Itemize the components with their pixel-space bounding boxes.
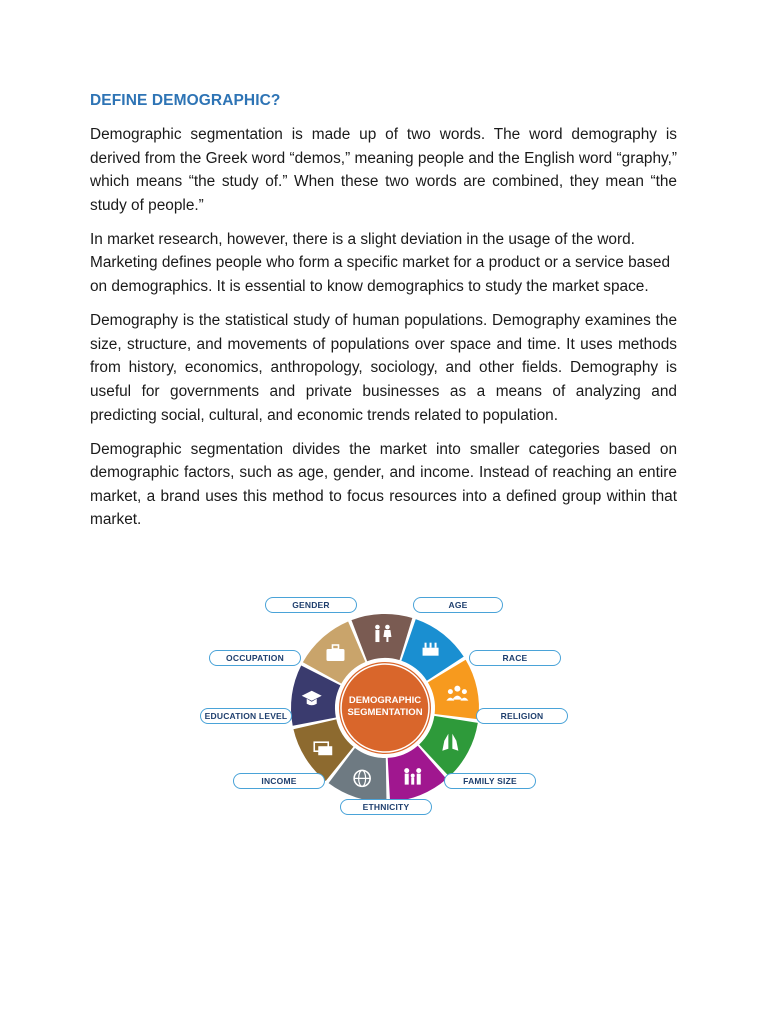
label-gender: GENDER	[265, 597, 357, 613]
segmentation-diagram	[195, 590, 575, 825]
cake-icon	[423, 643, 439, 656]
document-page	[90, 92, 677, 543]
label-ethnicity: ETHNICITY	[340, 799, 432, 815]
label-occupation: OCCUPATION	[209, 650, 301, 666]
paragraph-2: In market research, however, there is a slight deviation in the usage of the word. Marketing defines people who form a specific market for a product or a service based on demographics. It is essential to know demographics to study the market space.	[90, 230, 670, 296]
paragraph-3: Demography is the statistical study of human populations. Demography examines the size, structure, and movements of populations over space and time. It uses methods from history, economics, anthropology, sociology, and other fields. Demography is useful for governments and private businesses as a means of analyzing and predicting social, cultural, and economic trends related to population.	[90, 312, 677, 424]
label-religion: RELIGION	[476, 708, 568, 724]
label-age: AGE	[413, 597, 503, 613]
page-heading: DEFINE DEMOGRAPHIC?	[90, 92, 281, 109]
paragraph-4: Demographic segmentation divides the market into smaller categories based on demographic factors, such as age, gender, and income. Instead of reaching an entire market, a brand uses this method to focus resources into a defined group within that market.	[90, 440, 677, 529]
label-family-size: FAMILY SIZE	[444, 773, 536, 789]
label-race: RACE	[469, 650, 561, 666]
center-title-line1: DEMOGRAPHIC	[348, 695, 422, 706]
label-income: INCOME	[233, 773, 325, 789]
label-education-level: EDUCATION LEVEL	[200, 708, 292, 724]
paragraph-1: Demographic segmentation is made up of two words. The word demography is derived from the Greek word “demos,” meaning people and the English word “graphy,” which means “the study of.” When these two words are combined, they mean “the study of people.”	[90, 126, 677, 214]
center-title-line2: SEGMENTATION	[347, 707, 423, 718]
